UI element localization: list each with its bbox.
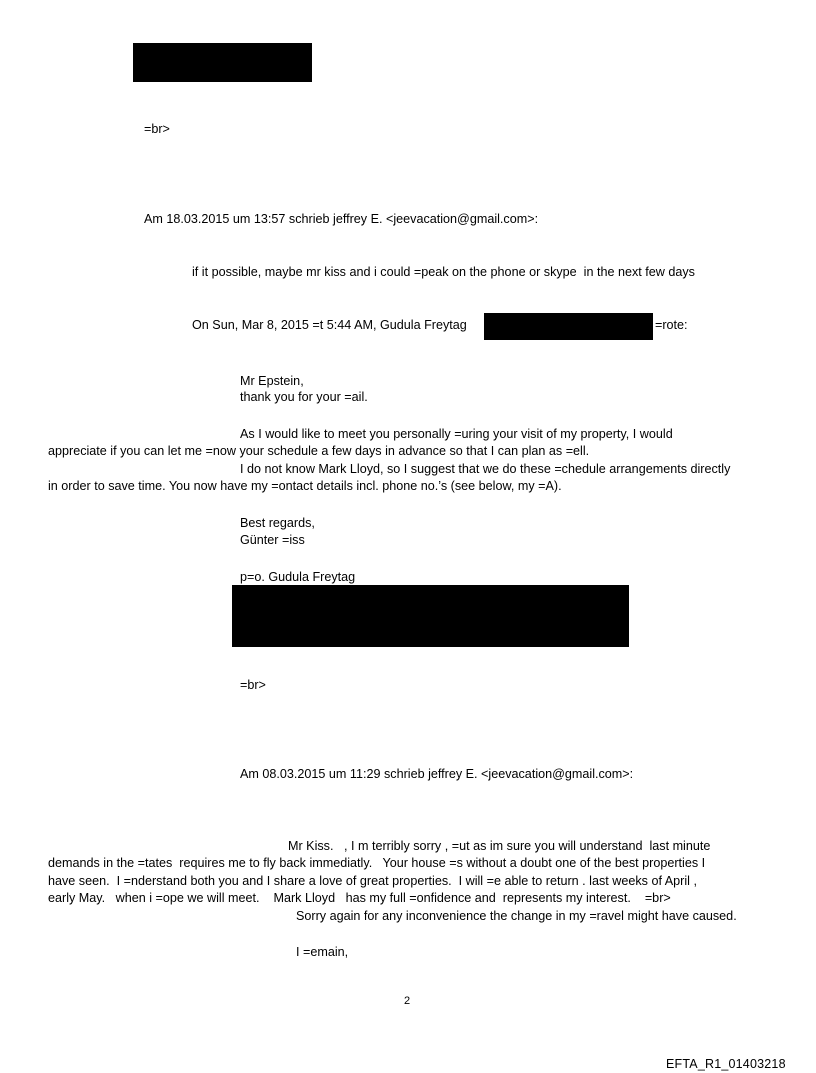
paragraph-1-line-1: As I would like to meet you personally =uring your visit of my property, I would (240, 427, 673, 441)
document-id: EFTA_R1_01403218 (666, 1057, 786, 1071)
br-marker: =br> (144, 122, 170, 136)
redaction-block-header (133, 43, 312, 82)
po-line: p=o. Gudula Freytag (240, 570, 356, 584)
email-3-line-5: Sorry again for any inconvenience the change in my =ravel might have caused. (296, 909, 737, 923)
email-3-line-4: early May. when i =ope we will meet. Mark Lloyd has my full =onfidence and represents my interest. =br> (48, 891, 671, 905)
signature: Günter =iss (240, 533, 305, 547)
quote-header-2-suffix: =rote: (655, 318, 688, 332)
paragraph-2-line-1: I do not know Mark Lloyd, so I suggest that we do these =chedule arrangements directly (240, 462, 731, 476)
email-body-1: if it possible, maybe mr kiss and i could =peak on the phone or skype in the next few days (192, 265, 695, 279)
greeting: Mr Epstein, (240, 374, 304, 388)
email-3-line-6: I =emain, (296, 945, 349, 959)
quote-header-2-prefix: On Sun, Mar 8, 2015 =t 5:44 AM, Gudula Freytag (192, 318, 467, 332)
paragraph-1-line-2: appreciate if you can let me =now your schedule a few days in advance so that I can plan as =ell. (48, 444, 590, 458)
redaction-block-email-address (484, 313, 653, 340)
redaction-block-contact-details (232, 585, 629, 647)
email-3-line-2: demands in the =tates requires me to fly back immediatly. Your house =s without a doubt one of the best properties I (48, 856, 706, 870)
quote-header-3: Am 08.03.2015 um 11:29 schrieb jeffrey E. <jeevacation@gmail.com>: (240, 767, 634, 781)
thanks-line: thank you for your =ail. (240, 390, 368, 404)
paragraph-2-line-2: in order to save time. You now have my =ontact details incl. phone no.’s (see below, my =A). (48, 479, 562, 493)
email-3-line-1: Mr Kiss. , I m terribly sorry , =ut as im sure you will understand last minute (288, 839, 711, 853)
email-3-line-3: have seen. I =nderstand both you and I share a love of great properties. I will =e able to return . last weeks of April , (48, 874, 697, 888)
br-marker-2: =br> (240, 678, 266, 692)
closing: Best regards, (240, 516, 315, 530)
page-number: 2 (404, 995, 411, 1007)
quote-header-1: Am 18.03.2015 um 13:57 schrieb jeffrey E. <jeevacation@gmail.com>: (144, 212, 539, 226)
